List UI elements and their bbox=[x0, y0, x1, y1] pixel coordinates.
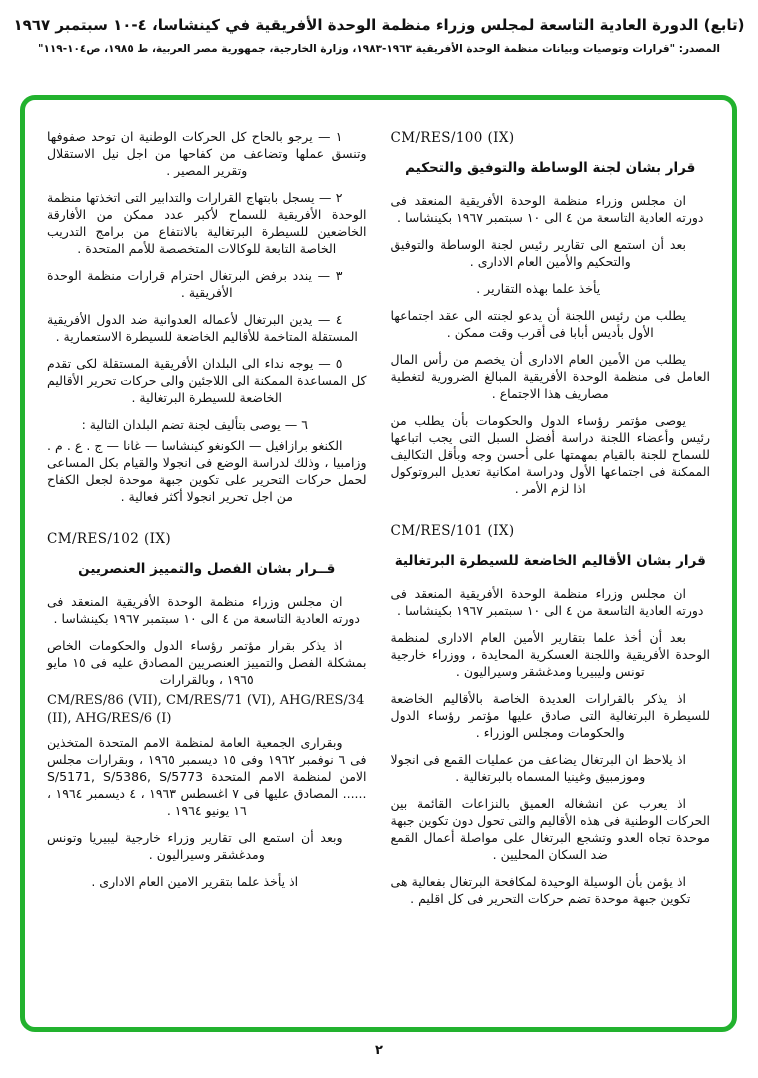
header-source: المصدر: "قرارات وتوصيات وبيانات منظمة الوحدة الأفريقية ١٩٦٣-١٩٨٣، وزارة الخارجية، جمهورية مصر العربية، ط ١٩٨٥، ص١٠٤-١١٩" bbox=[38, 43, 720, 55]
document-header bbox=[0, 16, 758, 55]
paragraph: اذ يؤمن بأن الوسيلة الوحيدة لمكافحة البرتغال بفعالية هى تكوين جبهة موحدة تضم حركات التحرير فى كل اقليم . bbox=[390, 874, 691, 906]
paragraph: يوصى مؤتمر رؤساء الدول والحكومات بأن يطلب من رئيس وأعضاء اللجنة دراسة أفضل السبل التى يجب اتباعها للسماح للجنة بالقيام بمهمتها على أحسن وجه وبأقل التكاليف الممكنة فى اجتماعها الأول ودراسة امكانية تعديل البروتوكول اذا لزم الأمر . bbox=[390, 413, 710, 496]
header-title: (تابع) الدورة العادية التاسعة لمجلس وزراء منظمة الوحدة الأفريقية في كينشاسا، ٤-١٠ سبتمبر ١٩٦٧ bbox=[13, 16, 745, 34]
content-frame bbox=[20, 95, 737, 1032]
resolution-code-100: CM/RES/100 (IX) bbox=[390, 130, 515, 146]
column-right bbox=[391, 128, 711, 1007]
paragraph: ٣ — يندد برفض البرتغال احترام قرارات منظمة الوحدة الأفريقية . bbox=[47, 268, 343, 300]
paragraph: يأخذ علما بهذه التقارير . bbox=[476, 281, 601, 296]
paragraph: اذ يأخذ علما بتقرير الامين العام الادارى . bbox=[91, 874, 299, 889]
paragraph: اذ يذكر بقرار مؤتمر رؤساء الدول والحكومات الخاص بمشكلة الفصل والتمييز العنصريين المصادق عليه فى ١٥ مايو ١٩٦٥ ، وبالقرارات bbox=[47, 638, 367, 687]
paragraph: يطلب من الأمين العام الادارى أن يخصم من رأس المال العامل فى منظمة الوحدة الأفريقية المبالغ الضرورية لتغطية مصاريف هذا الاجتماع . bbox=[390, 352, 710, 401]
paragraph-latin-codes: CM/RES/86 (VII), CM/RES/71 (VI), AHG/RES/34 (II), AHG/RES/6 (I) bbox=[47, 693, 365, 726]
page-number: ٢ bbox=[375, 1043, 383, 1058]
resolution-title-101: قرار بشان الأقاليم الخاضعة للسيطرة البرتغالية bbox=[394, 553, 706, 569]
paragraph: ٥ — يوجه نداء الى البلدان الأفريقية المستقلة لكى تقدم كل المساعدة الممكنة الى اللاجئين والى حركات تحرير الأقاليم الخاضعة للسيطرة البرتغالية . bbox=[47, 356, 367, 405]
paragraph: ٢ — يسجل بابتهاج القرارات والتدابير التى اتخذتها منظمة الوحدة الأفريقية للسماح لأكبر عدد ممكن من الأفارقة الخاضعين للسيطرة البرتغالية بالانتفاع من برامج التدريب الخاصة التابعة للوكالات المتخصصة للأمم المتحدة . bbox=[47, 190, 367, 256]
paragraph: يطلب من رئيس اللجنة أن يدعو لجنته الى عقد اجتماعها الأول بأديس أبابا فى أقرب وقت ممكن . bbox=[390, 308, 686, 340]
paragraph: ان مجلس وزراء منظمة الوحدة الأفريقية المنعقد فى دورته العادية التاسعة من ٤ الى ١٠ سبتمبر ١٩٦٧ بكينشاسا . bbox=[390, 193, 704, 225]
column-left bbox=[47, 128, 367, 1007]
paragraph: بعد أن أخذ علما بتقارير الأمين العام الادارى لمنظمة الوحدة الأفريقية واللجنة العسكرية المحايدة ، ووزراء خارجية تونس وليبيريا ومدغشقر وسيراليون . bbox=[390, 630, 710, 679]
paragraph: وبقرارى الجمعية العامة لمنظمة الامم المتحدة المتخذين فى ٦ نوفمبر ١٩٦٢ وفى ١٥ ديسمبر ١٩٦٥ ، وبقرارات مجلس الامن لمنظمة الامم المتحدة S/5171, S/5386, S/5773 ...... المصادق عليها فى ٧ اغسطس ١٩٦٣ ، ٤ ديسمبر ١٩٦٤ ، ١٦ يونيو ١٩٦٤ . bbox=[47, 735, 367, 818]
resolution-code-102: CM/RES/102 (IX) bbox=[47, 531, 172, 547]
paragraph: اذ يعرب عن انشغاله العميق بالنزاعات القائمة بين الحركات الوطنية فى هذه الأقاليم والتى تحول دون تكوين جبهة موحدة تجاه العدو وتشجع البرتغال على مواصلة أعمال القمع ضد السكان المحليين . bbox=[390, 796, 710, 862]
paragraph: ان مجلس وزراء منظمة الوحدة الأفريقية المنعقد فى دورته العادية التاسعة من ٤ الى ١٠ سبتمبر ١٩٦٧ بكينشاسا . bbox=[47, 594, 360, 626]
paragraph: الكنغو برازافيل — الكونغو كينشاسا — غانا — ج . ع . م . وزامبيا ، وذلك لدراسة الوضع فى انجولا والقيام بكل المساعى لحمل حركات التحرير على تكوين جبهة موحدة لجعل الكفاح من اجل تحرير انجولا أكثر فعالية . bbox=[47, 438, 367, 504]
paragraph: بعد أن استمع الى تقارير رئيس لجنة الوساطة والتوفيق والتحكيم والأمين العام الادارى . bbox=[390, 237, 686, 269]
resolution-title-100: قرار بشان لجنة الوساطة والتوفيق والتحكيم bbox=[405, 160, 696, 176]
paragraph: ١ — يرجو بالحاح كل الحركات الوطنية ان توحد صفوفها وتنسق عملها وتضاعف من كفاحها من اجل نيل الاستقلال وتقرير المصير . bbox=[47, 129, 367, 178]
resolution-code-101: CM/RES/101 (IX) bbox=[390, 523, 515, 539]
paragraph: ٤ — يدين البرتغال لأعماله العدوانية ضد الدول الأفريقية المستقلة المتاخمة للأقاليم الخاضعة للسيطرة الاستعمارية . bbox=[47, 312, 358, 344]
resolution-title-102: قــرار بشان الفصل والتمييز العنصريين bbox=[78, 561, 336, 577]
paragraph: ٦ — يوصى بتأليف لجنة تضم البلدان التالية : bbox=[81, 417, 308, 432]
paragraph: اذ يذكر بالقرارات العديدة الخاصة بالأقاليم الخاضعة للسيطرة البرتغالية التى صادق عليها مؤتمر رؤساء الدول والحكومات ومجلس الوزراء . bbox=[390, 691, 710, 740]
paragraph: اذ يلاحظ ان البرتغال يضاعف من عمليات القمع فى انجولا وموزمبيق وغينيا المسماه بالبرتغالية . bbox=[390, 752, 686, 784]
paragraph: وبعد أن استمع الى تقارير وزراء خارجية ليبيريا وتونس ومدغشقر وسيراليون . bbox=[47, 830, 343, 862]
paragraph: ان مجلس وزراء منظمة الوحدة الأفريقية المنعقد فى دورته العادية التاسعة من ٤ الى ١٠ سبتمبر ١٩٦٧ بكينشاسا . bbox=[390, 586, 704, 618]
